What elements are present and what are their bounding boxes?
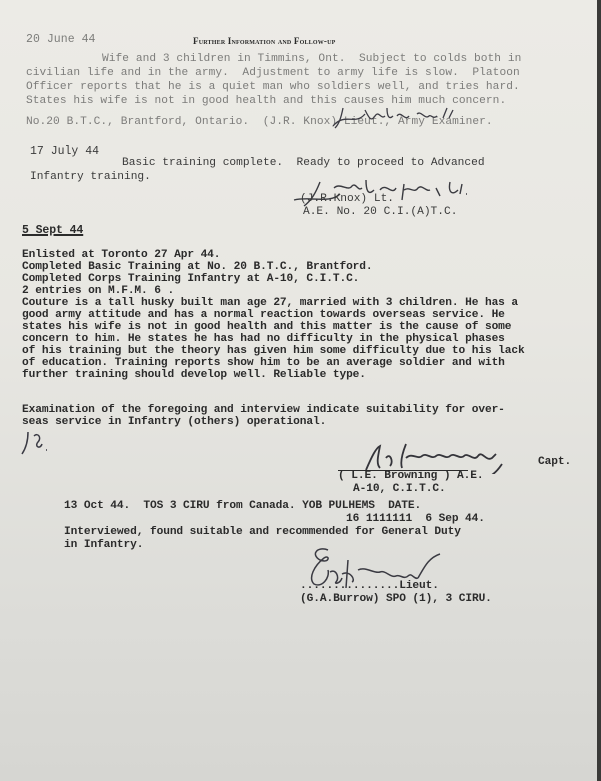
entry-june-line-2: civilian life and in the army. Adjustment to army life is slow. Platoon xyxy=(26,67,520,79)
entry-july-signatory-unit: A.E. No. 20 C.I.(A)T.C. xyxy=(303,206,458,218)
entry-sept-fact-3: Completed Corps Training Infantry at A-10, C.I.T.C. xyxy=(22,273,360,285)
entry-sept-conclusion-2: seas service in Infantry (others) operational. xyxy=(22,416,327,428)
entry-july-line-2: Infantry training. xyxy=(30,171,151,183)
entry-sept-fact-4: 2 entries on M.F.M. 6 . xyxy=(22,285,175,297)
page-title: Further Information and Follow-up xyxy=(193,36,336,46)
header-date: 20 June 44 xyxy=(26,33,96,46)
entry-sept-fact-2: Completed Basic Training at No. 20 B.T.C., Brantford. xyxy=(22,261,373,273)
entry-sept-assessment-6: of education. Training reports show him to be an average soldier and with xyxy=(22,357,505,369)
entry-oct-signatory: (G.A.Burrow) SPO (1), 3 CIRU. xyxy=(300,593,492,605)
entry-june-line-4: States his wife is not in good health and this causes him much concern. xyxy=(26,95,507,107)
entry-july-line-1: Basic training complete. Ready to proceed to Advanced xyxy=(122,157,485,169)
handwritten-signature-browning xyxy=(362,440,542,474)
entry-oct-line-1: 13 Oct 44. TOS 3 CIRU from Canada. YOB PULHEMS DATE. xyxy=(64,500,422,512)
entry-oct-rank-line: ...............Lieut. xyxy=(300,580,439,592)
handwritten-initials xyxy=(20,428,56,456)
handwritten-signature-knox-1 xyxy=(325,104,465,132)
entry-june-line-1: Wife and 3 children in Timmins, Ont. Subject to colds both in xyxy=(102,53,522,65)
entry-june-line-3: Officer reports that he is a quiet man who soldiers well, and tries hard. xyxy=(26,81,520,93)
entry-oct-line-2: 16 1111111 6 Sep 44. xyxy=(346,513,485,525)
entry-sept-assessment-2: good army attitude and has a normal reaction towards overseas service. He xyxy=(22,309,505,321)
entry-sept-date: 5 Sept 44 xyxy=(22,224,84,237)
entry-july-date: 17 July 44 xyxy=(30,145,100,158)
entry-june-signature-line: No.20 B.T.C., Brantford, Ontario. (J.R. Knox) Lieut., Army Examiner. xyxy=(26,116,493,128)
entry-sept-fact-1: Enlisted at Toronto 27 Apr 44. xyxy=(22,249,221,261)
frame-edge xyxy=(597,0,601,781)
entry-oct-text-2: in Infantry. xyxy=(64,539,144,551)
entry-sept-assessment-3: states his wife is not in good health and this matter is the cause of some xyxy=(22,321,512,333)
entry-sept-assessment-4: concern to him. He states he has had no difficulty in the physical phases xyxy=(22,333,505,345)
entry-oct-text-1: Interviewed, found suitable and recommended for General Duty xyxy=(64,526,461,538)
entry-sept-signatory-unit: A-10, C.I.T.C. xyxy=(353,483,446,495)
entry-sept-conclusion-1: Examination of the foregoing and interview indicate suitability for over- xyxy=(22,404,505,416)
entry-sept-rank: Capt. xyxy=(538,456,572,468)
entry-sept-assessment-7: further training should develop well. Reliable type. xyxy=(22,369,366,381)
entry-july-signatory-name: (J.R.Knox) Lt. xyxy=(300,193,394,205)
entry-sept-assessment-1: Couture is a tall husky built man age 27, married with 3 children. He has a xyxy=(22,297,519,309)
entry-sept-assessment-5: of his training but the theory has given him some difficulty due to his lack xyxy=(22,345,525,357)
entry-sept-signatory-name: ( L.E. Browning ) A.E. xyxy=(338,470,484,482)
